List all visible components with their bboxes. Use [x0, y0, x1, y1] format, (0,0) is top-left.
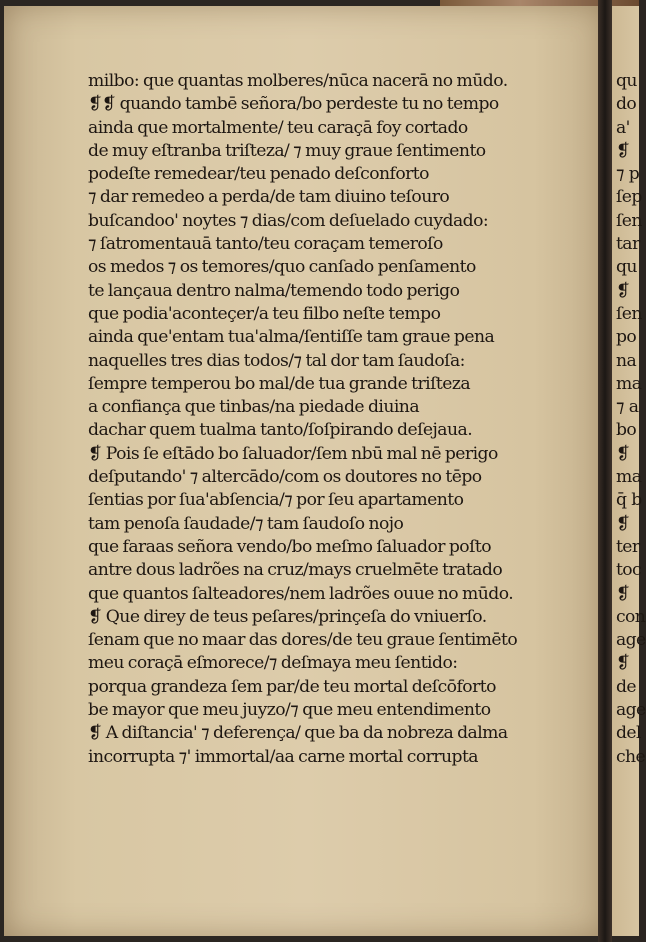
book-gutter	[598, 0, 612, 942]
edge-text-line: qu	[616, 71, 637, 91]
edge-text-line: ❡	[616, 653, 630, 674]
text-line: ⁊ dar remedeo a perda/de tam diuino teſouro	[88, 187, 450, 208]
text-line: ❡ Pois ſe eſtādo bo ſaluador/ſem nbū mal nē perigo	[88, 443, 498, 464]
edge-text-line: ❡	[616, 583, 630, 604]
text-line: ❡ A diſtancia' ⁊ deferença/ que ba da nobreza dalma	[88, 723, 508, 744]
text-line: que faraas señora vendo/bo meſmo ſaluador poſto	[88, 536, 492, 557]
edge-text-line: age	[616, 630, 646, 651]
text-line: meu coraçā eſmorece/⁊ deſmaya meu ſentido:	[88, 653, 458, 674]
edge-text-line: po	[616, 327, 637, 348]
edge-text-line: na	[616, 350, 637, 371]
text-line: te lançaua dentro nalma/temendo todo perigo	[88, 280, 460, 301]
edge-text-line: con	[616, 606, 646, 627]
text-line: porqua grandeza ſem par/de teu mortal deſcōforto	[88, 676, 496, 697]
edge-text-line: do	[616, 94, 637, 115]
text-line: deſputando' ⁊ altercādo/com os doutores no tēpo	[88, 467, 482, 488]
text-line: que quantos ſalteadores/nem ladrões ouue no mūdo.	[88, 583, 514, 604]
text-line: ſentias por ſua'abſencia/⁊ por ſeu apartamento	[88, 490, 464, 511]
edge-text-line: ❡	[616, 513, 630, 534]
edge-text-line: bo	[616, 420, 637, 441]
text-line: ❡❡ quando tambē señora/bo perdeste tu no tempo	[88, 94, 499, 115]
adjacent-page-text-edge	[616, 70, 646, 769]
edge-text-line: ❡	[616, 443, 630, 464]
edge-text-line: toc	[616, 560, 642, 581]
text-line: incorrupta ⁊' immortal/aa carne mortal corrupta	[88, 746, 479, 767]
edge-text-line: ter	[616, 536, 640, 557]
text-line: be mayor que meu juyzo/⁊ que meu entendimento	[88, 700, 491, 721]
edge-text-line: ma	[616, 373, 642, 394]
text-line: ⁊ ſatromentauā tanto/teu coraçam temeroſo	[88, 234, 443, 255]
text-line: ſenam que no maar das dores/de teu graue ſentimēto	[88, 630, 518, 651]
text-line: ſempre temperou bo mal/de tua grande triſteza	[88, 373, 471, 394]
text-line: ❡ Que direy de teus peſares/prinçeſa do vniuerſo.	[88, 606, 487, 627]
text-line: tam penoſa ſaudade/⁊ tam ſaudoſo nojo	[88, 513, 404, 534]
edge-text-line: q̄ b	[616, 490, 642, 511]
text-line: buſcandoo' noytes ⁊ dias/com deſuelado cuydado:	[88, 210, 489, 231]
edge-text-line: ſep	[616, 187, 642, 208]
text-line: ainda que'entam tua'alma/ſentiſſe tam graue pena	[88, 327, 495, 348]
edge-text-line: ſen	[616, 303, 642, 324]
edge-text-line: ma	[616, 467, 642, 488]
edge-text-line: del	[616, 723, 641, 744]
edge-text-line: ❡	[616, 140, 630, 161]
edge-text-line: che	[616, 746, 646, 767]
page-text-block	[88, 70, 600, 769]
text-line: podeſte remedear/teu penado deſconforto	[88, 164, 429, 185]
text-line: milbo: que quantas molberes/nūca nacerā no mūdo.	[88, 71, 508, 91]
text-line: ainda que mortalmente/ teu caraçā foy cortado	[88, 117, 468, 138]
text-line: de muy eſtranba triſteza/ ⁊ muy graue ſentimento	[88, 140, 486, 161]
text-line: naquelles tres dias todos/⁊ tal dor tam ſaudoſa:	[88, 350, 465, 371]
text-line: a confiança que tinbas/na piedade diuina	[88, 397, 420, 418]
edge-text-line: ſen	[616, 210, 642, 231]
text-line: dachar quem tualma tanto/ſoſpirando deſejaua.	[88, 420, 473, 441]
text-line: antre dous ladrões na cruz/mays cruelmēte tratado	[88, 560, 503, 581]
edge-text-line: age	[616, 700, 646, 721]
edge-text-line: de	[616, 676, 636, 697]
edge-text-line: tar	[616, 234, 640, 255]
text-line: que podia'aconteçer/a teu filbo neſte tempo	[88, 303, 441, 324]
edge-text-line: ⁊ p	[616, 164, 640, 185]
edge-text-line: ⁊ a	[616, 397, 639, 418]
text-line: os medos ⁊ os temores/quo canſado penſamento	[88, 257, 476, 278]
edge-text-line: qu	[616, 257, 637, 278]
edge-text-line: a'	[616, 117, 630, 138]
edge-text-line: ❡	[616, 280, 630, 301]
